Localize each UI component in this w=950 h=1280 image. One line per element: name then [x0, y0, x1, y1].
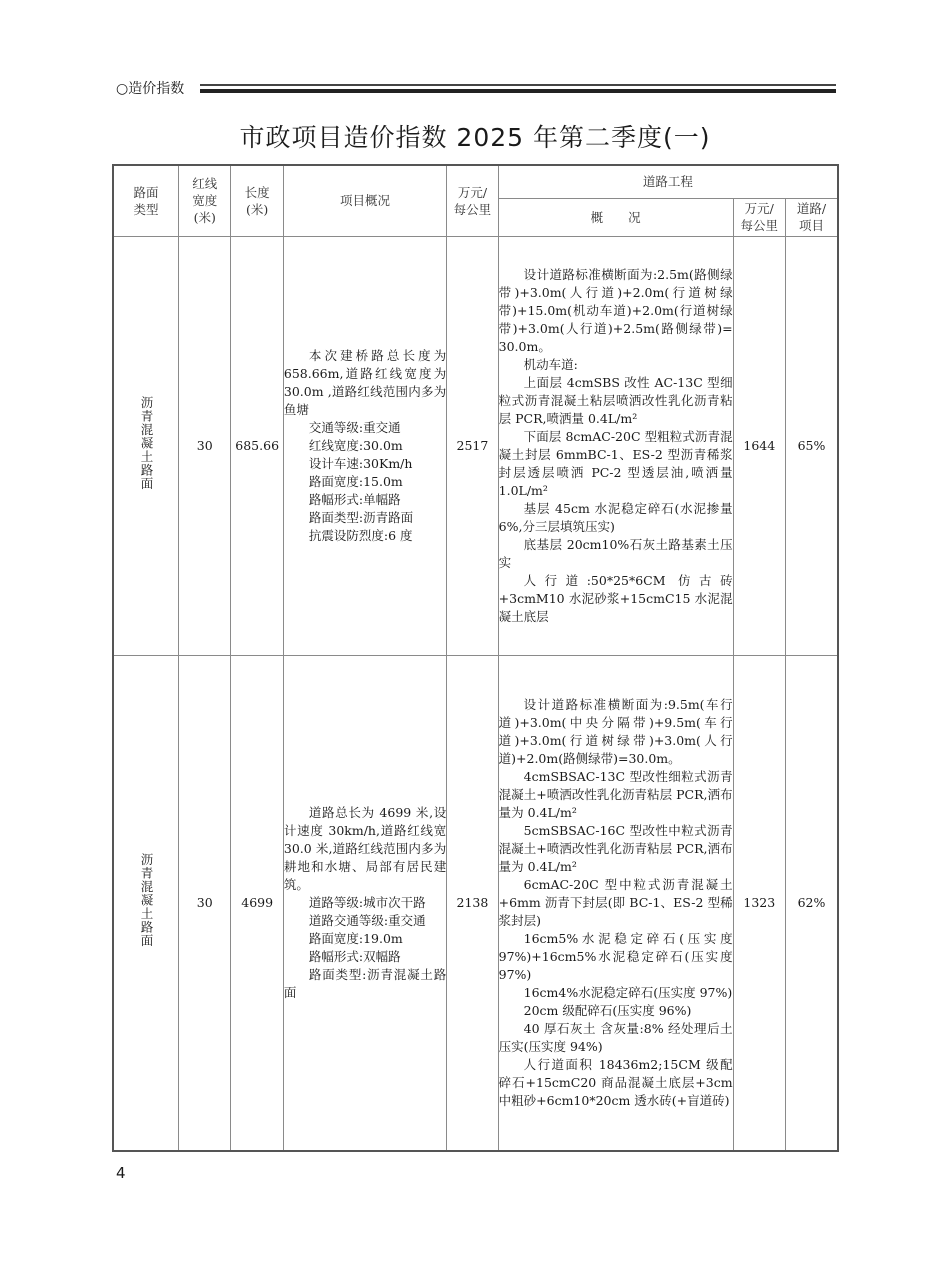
running-head [116, 80, 836, 100]
overview-line: 路面类型:沥青混凝土路面 [283, 966, 447, 1000]
road-overview-line: 上面层 4cmSBS 改性 AC-13C 型细粒式沥青混凝土粘层喷洒改性乳化沥青粘层 PCR,喷洒量 0.4L/m² [498, 374, 733, 426]
cell-project-overview [283, 236, 446, 655]
header-line: 红线 [192, 176, 218, 192]
cell-red-line-width: 30 [179, 236, 231, 655]
header-line: 每公里 [740, 218, 779, 233]
page-number: 4 [116, 1164, 126, 1182]
header-road-ratio [786, 198, 839, 236]
header-line: 路面 [133, 184, 159, 200]
pavement-type-text: 沥青混凝土路面 [139, 853, 155, 948]
overview-line: 路面宽度:19.0m [308, 930, 403, 946]
cell-pavement-type [113, 236, 179, 655]
running-head-label: ○造价指数 [116, 81, 185, 97]
header-cost-per-km [447, 165, 498, 236]
header-pavement-type [113, 165, 179, 236]
road-overview-line: 人行道面积 18436m2;15CM 级配碎石+15cmC20 商品混凝土底层+3cm 中粗砂+6cm10*20cm 透水砖(+盲道砖) [498, 1056, 733, 1108]
cell-road-cost-per-km: 1644 [733, 236, 785, 655]
header-line: 类型 [133, 201, 159, 217]
header-red-line-width [179, 165, 231, 236]
header-road-works: 道路工程 [498, 165, 838, 198]
header-rule-thin [200, 84, 836, 86]
overview-line: 路幅形式:双幅路 [308, 948, 401, 964]
header-line: 万元/ [457, 184, 488, 200]
road-overview-line: 底基层 20cm10%石灰土路基素土压实 [498, 536, 733, 570]
cell-red-line-width: 30 [179, 655, 231, 1151]
road-overview-line: 20cm 级配碎石(压实度 96%) [523, 1002, 692, 1018]
road-overview-line: 设计道路标准横断面为:2.5m(路侧绿带)+3.0m(人行道)+2.0m(行道树绿带)+15.0m(机动车道)+2.0m(行道树绿带)+3.0m(人行道)+2.5m(路侧绿带)= 30.0m。 [498, 266, 733, 354]
header-project-overview: 项目概况 [283, 165, 446, 236]
overview-line: 红线宽度:30.0m [308, 437, 403, 453]
header-line: 道路/ [796, 201, 827, 216]
road-overview-line: 人行道:50*25*6CM 仿古砖+3cmM10 水泥砂浆+15cmC15 水泥混凝土底层 [498, 572, 733, 624]
cell-project-overview [283, 655, 446, 1151]
overview-line: 抗震设防烈度:6 度 [308, 527, 413, 543]
header-line: 长度 [244, 184, 270, 200]
road-overview-line: 6cmAC-20C 型中粒式沥青混凝土+6mm 沥青下封层(即 BC-1、ES-2 型稀浆封层) [498, 876, 733, 928]
overview-line: 本次建桥路总长度为 658.66m,道路红线宽度为 30.0m ,道路红线范围内多为鱼塘 [283, 347, 447, 417]
header-line: (米) [246, 201, 269, 217]
road-overview-line: 机动车道: [523, 356, 578, 372]
pavement-type-text: 沥青混凝土路面 [139, 395, 155, 491]
page-title: 市政项目造价指数 2025 年第二季度(一) [239, 123, 711, 152]
cell-cost-per-km: 2138 [447, 655, 498, 1151]
cell-cost-per-km: 2517 [447, 236, 498, 655]
overview-line: 设计车速:30Km/h [308, 455, 413, 471]
overview-line: 路面宽度:15.0m [308, 473, 403, 489]
header-line: 万元/ [744, 201, 774, 216]
cell-road-ratio: 62% [786, 655, 839, 1151]
cell-road-cost-per-km: 1323 [733, 655, 785, 1151]
overview-line: 交通等级:重交通 [308, 419, 401, 435]
header-line: 宽度 [192, 193, 218, 209]
overview-line: 道路总长为 4699 米,设计速度 30km/h,道路红线宽 30.0 米,道路红线范围内多为耕地和水塘、局部有居民建筑。 [283, 804, 447, 892]
header-length [231, 165, 283, 236]
cell-pavement-type [113, 655, 179, 1151]
overview-line: 道路等级:城市次干路 [308, 894, 426, 910]
cell-length: 4699 [231, 655, 283, 1151]
cell-road-ratio: 65% [786, 236, 839, 655]
road-overview-line: 基层 45cm 水泥稳定碎石(水泥掺量 6%,分三层填筑压实) [498, 500, 733, 534]
table-row [113, 655, 838, 1151]
road-overview-line: 下面层 8cmAC-20C 型粗粒式沥青混凝土封层 6mmBC-1、ES-2 型沥青稀浆封层透层喷洒 PC-2 型透层油,喷洒量 1.0L/m² [498, 428, 733, 498]
header-road-overview: 概 况 [498, 198, 733, 236]
overview-line: 路面类型:沥青路面 [308, 509, 414, 525]
header-line: (米) [193, 210, 216, 226]
road-overview-line: 5cmSBSAC-16C 型改性中粒式沥青混凝土+喷洒改性乳化沥青粘层 PCR,洒布量为 0.4L/m² [498, 822, 733, 874]
road-overview-line: 设计道路标准横断面为:9.5m(车行道)+3.0m(中央分隔带)+9.5m(车行道)+3.0m(行道树绿带)+3.0m(人行道)+2.0m(路侧绿带)=30.0m。 [498, 696, 733, 766]
header-line: 每公里 [453, 201, 492, 217]
overview-line: 道路交通等级:重交通 [308, 912, 426, 928]
cell-road-overview [498, 655, 733, 1151]
road-overview-line: 16cm4%水泥稳定碎石(压实度 97%) [523, 984, 733, 1000]
road-overview-line: 40 厚石灰土 含灰量:8% 经处理后土压实(压实度 94%) [498, 1020, 733, 1054]
cell-length: 685.66 [231, 236, 283, 655]
table-row [113, 236, 838, 655]
header-rule-thick [200, 89, 836, 93]
cost-index-table [112, 164, 839, 1152]
cell-road-overview [498, 236, 733, 655]
road-overview-line: 16cm5%水泥稳定碎石(压实度 97%)+16cm5%水泥稳定碎石(压实度 97%) [498, 930, 733, 982]
header-line: 项目 [798, 218, 824, 233]
header-road-cost-per-km [733, 198, 785, 236]
road-overview-line: 4cmSBSAC-13C 型改性细粒式沥青混凝土+喷洒改性乳化沥青粘层 PCR,洒布量为 0.4L/m² [498, 768, 733, 820]
overview-line: 路幅形式:单幅路 [308, 491, 401, 507]
